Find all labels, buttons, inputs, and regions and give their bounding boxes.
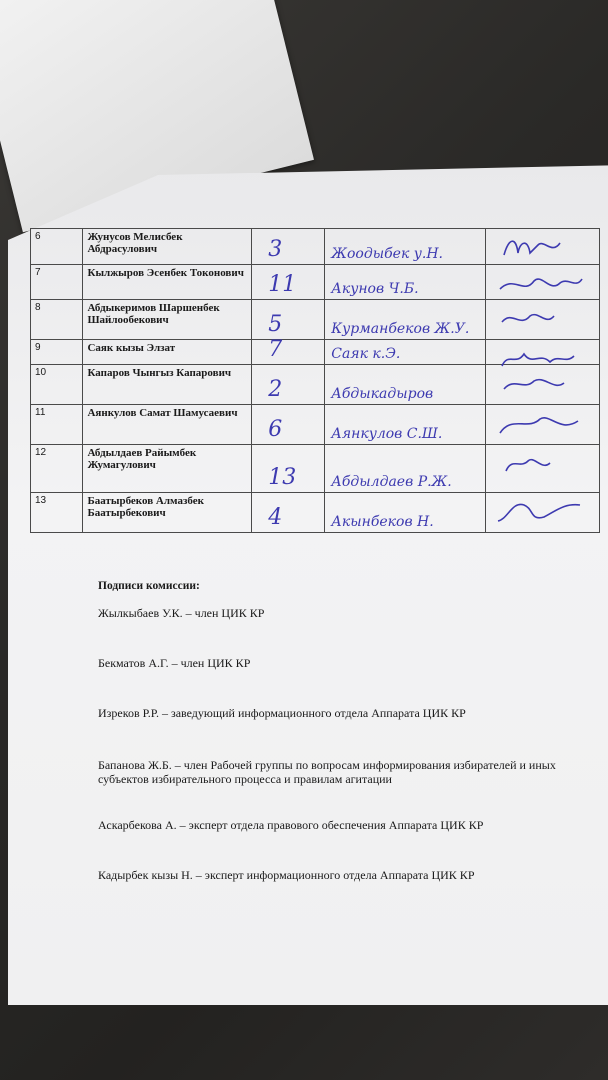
commission-title: Подписи комиссии: [98, 580, 200, 592]
table-row [31, 340, 600, 365]
signature-scribble [494, 371, 584, 397]
signature-cell [485, 445, 599, 493]
handwritten-number-cell [252, 365, 325, 405]
candidate-name: Жунусов Мелисбек Абдрасулович [83, 229, 252, 265]
handwritten-name-cell [325, 445, 486, 493]
handwritten-name-cell [325, 265, 486, 300]
commission-member: Жылкыбаев У.К. – член ЦИК КР [98, 606, 265, 620]
handwritten-name: Жоодыбек у.Н. [331, 246, 443, 262]
handwritten-number: 6 [268, 417, 283, 442]
signature-cell [485, 265, 599, 300]
handwritten-number-cell [252, 405, 325, 445]
commission-signatures [98, 580, 588, 882]
commission-member: Аскарбекова А. – эксперт отдела правового обеспечения Аппарата ЦИК КР [98, 818, 484, 832]
handwritten-number: 2 [268, 377, 283, 402]
table-row [31, 265, 600, 300]
handwritten-name-cell [325, 493, 486, 533]
handwritten-name: Акунов Ч.Б. [331, 281, 419, 297]
handwritten-number: 3 [268, 237, 283, 262]
signature-cell [485, 340, 599, 365]
handwritten-number: 4 [268, 505, 283, 530]
signature-cell [485, 493, 599, 533]
row-number: 11 [31, 405, 83, 445]
handwritten-name-cell [325, 229, 486, 265]
handwritten-name: Курманбеков Ж.У. [331, 321, 470, 337]
row-number: 6 [31, 229, 83, 265]
commission-member: Кадырбек кызы Н. – эксперт информационного отдела Аппарата ЦИК КР [98, 868, 475, 882]
handwritten-number: 7 [268, 337, 283, 362]
row-number: 10 [31, 365, 83, 405]
handwritten-number-cell [252, 445, 325, 493]
handwritten-name: Абдыкадыров [331, 386, 434, 402]
handwritten-number-cell [252, 337, 325, 365]
candidate-name: Кылжыров Эсенбек Токонович [83, 265, 252, 300]
signature-cell [485, 229, 599, 265]
commission-member: Изреков Р.Р. – заведующий информационного отдела Аппарата ЦИК КР [98, 706, 466, 720]
row-number: 8 [31, 300, 83, 340]
handwritten-name: Аянкулов С.Ш. [331, 426, 443, 442]
handwritten-name-cell [325, 365, 486, 405]
candidate-name: Капаров Чынгыз Капарович [83, 365, 252, 405]
table-row [31, 300, 600, 340]
handwritten-name-cell [325, 300, 486, 340]
handwritten-name-cell [325, 340, 486, 365]
handwritten-number-cell [252, 265, 325, 300]
table-row [31, 365, 600, 405]
signature-cell [485, 405, 599, 445]
row-number: 12 [31, 445, 83, 493]
handwritten-number-cell [252, 493, 325, 533]
handwritten-name-cell [325, 405, 486, 445]
handwritten-number-cell [252, 300, 325, 340]
handwritten-number: 11 [268, 272, 297, 297]
table-row [31, 493, 600, 533]
row-number: 9 [31, 340, 83, 365]
handwritten-number: 5 [268, 312, 283, 337]
table-row [31, 229, 600, 265]
candidate-name: Абдыкеримов Шаршенбек Шайлообекович [83, 300, 252, 340]
signature-scribble [494, 411, 584, 437]
signature-scribble [494, 451, 584, 477]
signature-cell [485, 300, 599, 340]
table-row [31, 445, 600, 493]
commission-member: Бапанова Ж.Б. – член Рабочей группы по вопросам информирования избирателей и иных субъектов избирательного процесса и правилам агитации [98, 758, 556, 786]
signature-scribble [494, 306, 584, 332]
voting-table [30, 228, 600, 533]
handwritten-name: Абдылдаев Р.Ж. [331, 474, 452, 490]
row-number: 7 [31, 265, 83, 300]
signature-cell [485, 365, 599, 405]
table-row [31, 405, 600, 445]
commission-member: Бекматов А.Г. – член ЦИК КР [98, 656, 251, 670]
signature-scribble [494, 235, 584, 261]
signature-scribble [494, 271, 584, 297]
candidate-name: Баатырбеков Алмазбек Баатырбекович [83, 493, 252, 533]
handwritten-name: Акынбеков Н. [331, 514, 434, 530]
signature-scribble [494, 499, 584, 525]
candidate-name: Аянкулов Самат Шамусаевич [83, 405, 252, 445]
handwritten-name: Саяк к.Э. [331, 346, 401, 362]
row-number: 13 [31, 493, 83, 533]
candidate-name: Абдылдаев Райымбек Жумагулович [83, 445, 252, 493]
handwritten-number-cell [252, 229, 325, 265]
candidate-name: Саяк кызы Элзат [83, 340, 252, 365]
handwritten-number: 13 [268, 465, 297, 490]
